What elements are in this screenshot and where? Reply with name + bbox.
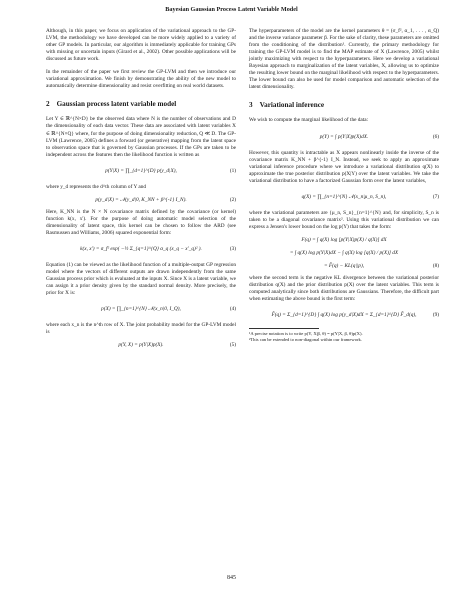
paragraph: In the remainder of the paper we first review the GP-LVM and then we introduce our variational approximation. We finish by demonstrating the ability of the new model to automatically determine dimensionality and resist overfitting on real world datasets. — [46, 69, 236, 90]
equation-line — [249, 236, 439, 244]
section-number: 3 — [249, 101, 253, 110]
footnote: ¹A precise notation is to write p(Y, X|β, θ) = p(Y|X, β, θ)p(X). — [249, 331, 363, 337]
paragraph: Equation (1) can be viewed as the likelihood function of a multiple-output GP regression model where the vectors of different outputs are drawn independently from the same Gaussian process prior which is evaluated at the inputs X. Since X is a latent variable, we can assign it a prior density given by the standard normal density. More precisely, the prior for X is: — [46, 261, 236, 297]
equation-body: k(x, x') = σ_f² exp( −½ Σ_{q=1}^{Q} α_q (x_q − x'_q)² ). — [80, 245, 202, 252]
paragraph: where the variational parameters are {μ_n, S_n}_{n=1}^{N} and, for simplicity, S_n is taken to be a diagonal covariance matrix². Using this variational distribution we can express a Jensen's lower bound on the log p(Y) that takes the form: — [249, 209, 439, 230]
paragraph: where the second term is the negative KL divergence between the variational posterior distribution q(X) and the prior distribution p(X) over the latent variables. This term is computed analytically since both distributions are Gaussians. Therefore, the difficult part when estimating the above bound is the first term: — [249, 274, 439, 303]
paragraph: where y_d represents the d^th column of Y and — [46, 183, 147, 190]
running-title: Bayesian Gaussian Process Latent Variable Model — [165, 6, 298, 13]
equation — [249, 308, 439, 323]
equation-body: F̃(q) = Σ_{d=1}^{D} ∫ q(X) log p(y_d|X)dX = Σ_{d=1}^{D} F̃_d(q), — [271, 312, 417, 319]
section-title: Variational inference — [259, 101, 325, 110]
equation-body: p(Y|X) = ∏_{d=1}^{D} p(y_d|X), — [105, 167, 177, 174]
section-heading — [249, 102, 439, 109]
equation — [249, 190, 439, 205]
paragraph: Although, in this paper, we focus on application of the variational approach to the GP-LVM, the methodology we have developed can be more widely applied to a variety of other GP models. In particular, our algorithm is immediately applicable for training GPs with missing or uncertain inputs (Girard et al., 2002). Other possible applications will be discussed as future work. — [46, 28, 236, 63]
equation — [46, 242, 236, 257]
equation-body: q(X) = ∏_{n=1}^{N} 𝒩(x_n|μ_n, S_n), — [301, 193, 387, 200]
equation-body: F(q) = ∫ q(X) log [p(Y|X)p(X) / q(X)] dX — [301, 236, 387, 243]
equation — [249, 130, 439, 145]
equation-number: (1) — [229, 167, 236, 174]
footnote: ²This can be extended to non-diagonal within our framework. — [249, 336, 362, 342]
equation-number: (9) — [432, 312, 439, 319]
equation-number: (8) — [432, 262, 439, 269]
equation-body: p(X) = ∏_{n=1}^{N} 𝒩(x_n|0, I_Q), — [101, 306, 181, 313]
page-number: 845 — [227, 575, 236, 581]
equation-number: (6) — [432, 133, 439, 140]
equation-number: (4) — [229, 306, 236, 313]
left-column — [46, 28, 236, 354]
equation-number: (2) — [229, 196, 236, 203]
paragraph: The hyperparameters of the model are the kernel parameters θ = (σ_f², α_1, . . . , α_Q) and the inverse variance parameter β. For the sake of clarity, these parameters are omitted from the conditioning of the distribution¹. Currently, the primary methodology for training the GP-LVM model is to find the MAP estimate of X (Lawrence, 2005) whilst jointly maximizing with respect to the hyperparameters. Here we develop a variational Bayesian approach to marginalization of the latent variables, X, allowing us to optimize the resulting lower bound on the marginal likelihood with respect to the hyperparameters. The lower bound can also be used for model comparison and automatic selection of the latent dimensionality. — [249, 28, 440, 91]
equation-number: (3) — [229, 245, 236, 252]
equation-body: p(Y) = ∫ p(Y|X)p(X)dX. — [319, 133, 369, 140]
equation-line — [249, 262, 439, 270]
equation-number: (7) — [432, 193, 439, 200]
right-column — [249, 28, 439, 342]
equation-line — [249, 249, 439, 257]
equation — [46, 164, 236, 179]
equation — [46, 196, 236, 204]
section-heading — [46, 101, 236, 108]
equation-number: (5) — [229, 342, 236, 349]
paragraph: Let Y ∈ ℝ^{N×D} be the observed data where N is the number of observations and D the dimensionality of each data vector. These data are associated with latent variables X ∈ ℝ^{N×Q} where, for the purpose of doing dimensionality reduction, Q ≪ D. The GP-LVM (Lawrence, 2005) defines a forward (or generative) mapping from the latent space to observation space that is governed by Gaussian processes. If the GPs are taken to be independent across the features then the likelihood function is written as — [46, 116, 236, 158]
equation-body: p(y_d|X) = 𝒩(y_d|0, K_NN + β^{-1} I_N). — [95, 196, 187, 203]
equation-body: = F̃(q) − KL(q||p), — [323, 262, 365, 269]
section-title: Gaussian process latent variable model — [56, 100, 177, 109]
paragraph: where each x_n is the n^th row of X. The joint probability model for the GP-LVM model is — [46, 322, 236, 336]
footnote-rule — [249, 328, 319, 329]
equation-body: p(Y, X) = p(Y|X)p(X). — [118, 342, 164, 349]
equation-body: = ∫ q(X) log p(Y|X)dX − ∫ q(X) log [q(X) / p(X)] dX — [289, 249, 399, 256]
equation — [46, 341, 236, 349]
equation — [46, 302, 236, 317]
paragraph: However, this quantity is intractable as X appears nonlinearly inside the inverse of the covariance matrix K_NN + β^{-1} I_N. Instead, we seek to apply an approximate variational inference procedure where we introduce a variational distribution q(X) to approximate the true posterior distribution p(X|Y) over the latent variables. We take the variational distribution to have a factorized Gaussian form over the latent variables, — [249, 149, 439, 184]
paragraph: Here, K_NN is the N × N covariance matrix defined by the covariance (or kernel) function k(x, x'). For the purpose of doing automatic model selection of the dimensionality of latent space, this kernel can be chosen to follow the ARD (see Rasmussen and Williams, 2006) squared exponential form: — [46, 208, 236, 236]
section-number: 2 — [46, 100, 50, 109]
paragraph: We wish to compute the marginal likelihood of the data: — [249, 117, 369, 124]
